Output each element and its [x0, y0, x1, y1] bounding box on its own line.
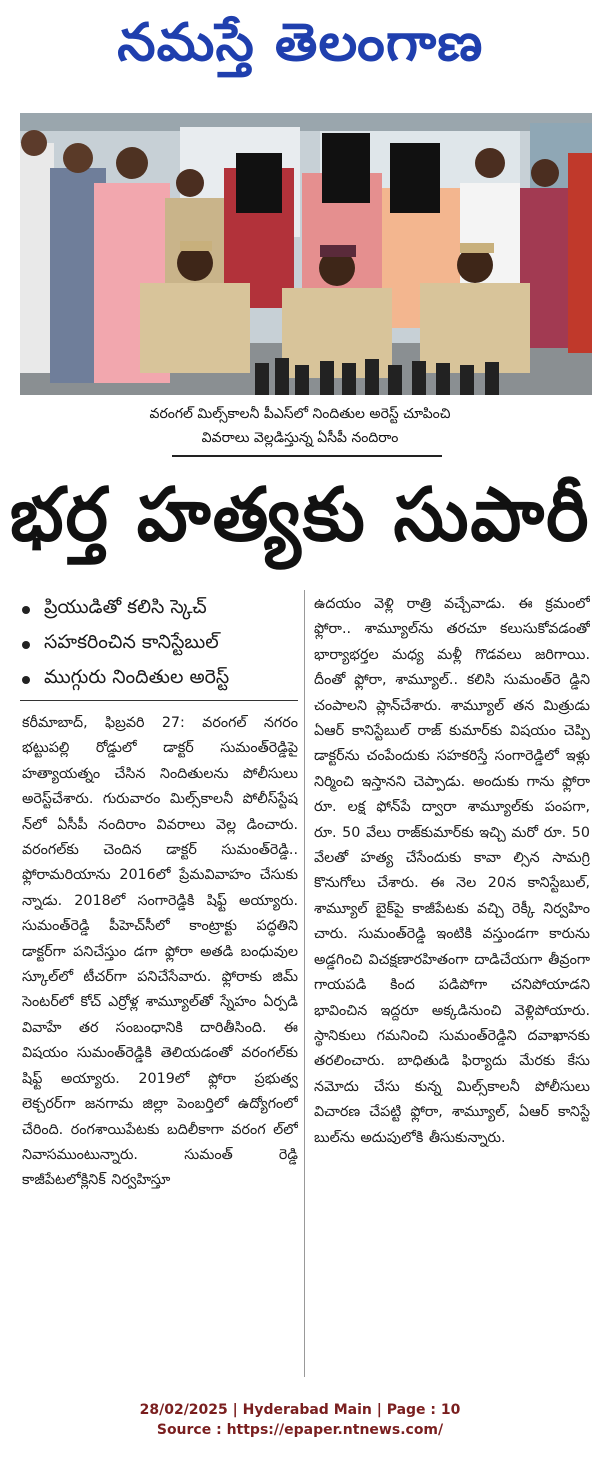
photo-caption — [90, 402, 510, 450]
bullet-icon — [22, 606, 30, 614]
column-divider — [304, 590, 305, 1377]
bullet-item — [22, 627, 298, 662]
bullet-item — [22, 662, 298, 697]
bullet-icon — [22, 676, 30, 684]
masthead — [0, 0, 600, 98]
caption-line-2: వివరాలు వెల్లడిస్తున్న ఏసీపీ నందిరాం — [201, 430, 399, 446]
footer — [0, 1400, 600, 1440]
bullet-item — [22, 592, 298, 627]
footer-source-link[interactable]: Source : https://epaper.ntnews.com/ — [156, 1422, 444, 1438]
caption-rule — [172, 455, 442, 457]
headline-text: భర్త హత్యకు సుపారీ — [9, 472, 591, 558]
newspaper-title: నమస్తే తెలంగాణ — [116, 12, 484, 73]
bullet-text: సహకరించిన కానిస్టేబుల్ — [44, 631, 219, 653]
news-photo — [20, 113, 592, 395]
bullet-icon — [22, 641, 30, 649]
article-column-right: ఉదయం వెళ్లి రాత్రి వచ్చేవాడు. ఈ క్రమంలో ఫ్లోరా.. శామ్యూల్‌ను తరచూ కలుసుకోవడంతో భార్యాభర్తల మధ్య మళ్లీ గొడవలు జరిగాయి. దీంతో ఫ్లోరా, శామ్యూల్.. కలిసి సుమంత్‌రె డ్డిని చంపాలని ప్లాన్‌చేశారు. శామ్యూల్ తన మిత్రుడు ఏఆర్ కానిస్టేబుల్ రాజ్ కుమార్‌కు విషయం చెప్పి డాక్టర్‌ను చంపేందుకు సహకరిస్తే సంగారెడ్డిలో ఇళ్లు నిర్మించి ఇస్తానని చెప్పాడు. అందుకు గాను ఫ్లోరా రూ. లక్ష ఫోన్‌పే ద్వారా శామ్యూల్‌కు పంపగా, రూ. 50 వేలు రాజ్‌కుమార్‌కు ఇచ్చి మరో రూ. 50 వేలతో హత్య చేసేందుకు కావా ల్సిన సామగ్రి కొనుగోలు చేశారు. ఈ నెల 20న కానిస్టేబుల్, శామ్యూల్ బైక్‌పై కాజీపేటకు వచ్చి రెక్కీ నిర్వహిం చారు. సుమంత్‌రెడ్డి ఇంటికి వస్తుండగా కారును అడ్డగించి విచక్షణారహితంగా దాడిచేయగా తీవ్రంగా గాయపడి కింద పడిపోగా చనిపోయాడని భావించిన ఇద్దరూ అక్కడినుంచి వెళ్లిపోయారు. స్థానికులు గమనించి సుమంత్‌రెడ్డిని దవాఖానకు తరలించారు. బాధితుడి ఫిర్యాదు మేరకు కేసు నమోదు చేసు కున్న మిల్స్‌కాలనీ పోలీసులు విచారణ చేపట్టి ఫ్లోరా, శామ్యూల్, ఏఆర్ కానిస్టే బుల్‌ను అదుపులోకి తీసుకున్నారు. — [314, 596, 590, 1146]
caption-line-1: వరంగల్ మిల్స్‌కాలనీ పీఎస్‌లో నిందితుల అరెస్ట్ చూపించి — [149, 406, 451, 422]
bullet-divider — [20, 700, 298, 701]
bullet-list — [22, 592, 298, 697]
bullet-text: ముగ్గురు నిందితుల అరెస్ట్ — [44, 666, 230, 688]
headline — [0, 470, 600, 578]
footer-date-edition: 28/02/2025 | Hyderabad Main | Page : 10 — [139, 1402, 461, 1418]
bullet-text: ప్రియుడితో కలిసి స్కెచ్ — [44, 596, 207, 618]
article-column-left: కరీమాబాద్, ఫిబ్రవరి 27: వరంగల్ నగరం భట్టుపల్లి రోడ్డులో డాక్టర్ సుమంత్‌రెడ్డిపై హత్యాయత్నం చేసిన నిందితులను పోలీసులు అరెస్ట్‌చేశారు. గురువారం మిల్స్‌కాలనీ పోలీస్‌స్టేష న్‌లో ఏసీపీ నందిరాం వివరాలు వెల్ల డించారు. వరంగల్‌కు చెందిన డాక్టర్ సుమంత్‌రెడ్డి.. ఫ్లోరామరియాను 2016లో ప్రేమవివాహం చేసుకు న్నాడు. 2018లో సంగారెడ్డికి షిఫ్ట్ అయ్యారు. సుమంత్‌రెడ్డి పీహెచ్‌సీలో కాంట్రాక్టు పద్ధతిని డాక్టర్‌గా పనిచేస్తుం డగా ఫ్లోరా అతడి బంధువుల స్కూల్‌లో టీచర్‌గా పనిచేసేవారు. ఫ్లోరాకు జిమ్ సెంటర్‌లో కోచ్ ఎర్రోళ్ల శామ్యూల్‌తో స్నేహం ఏర్పడి వివాహే తర సంబంధానికి దారితీసింది. ఈ విషయం సుమంత్‌రెడ్డికి తెలియడంతో వరంగల్‌కు షిఫ్ట్ అయ్యారు. 2019లో ఫ్లోరా ప్రభుత్వ లెక్చరర్‌గా జనగామ జిల్లా పెంబర్తిలో ఉద్యోగంలో చేరింది. రంగశాయిపేటకు బదిలీకాగా వరంగ ల్‌లో నివాసముంటున్నారు. సుమంత్ రెడ్డి కాజీపేటలోక్లినిక్ నిర్వహిస్తూ — [22, 715, 298, 1189]
